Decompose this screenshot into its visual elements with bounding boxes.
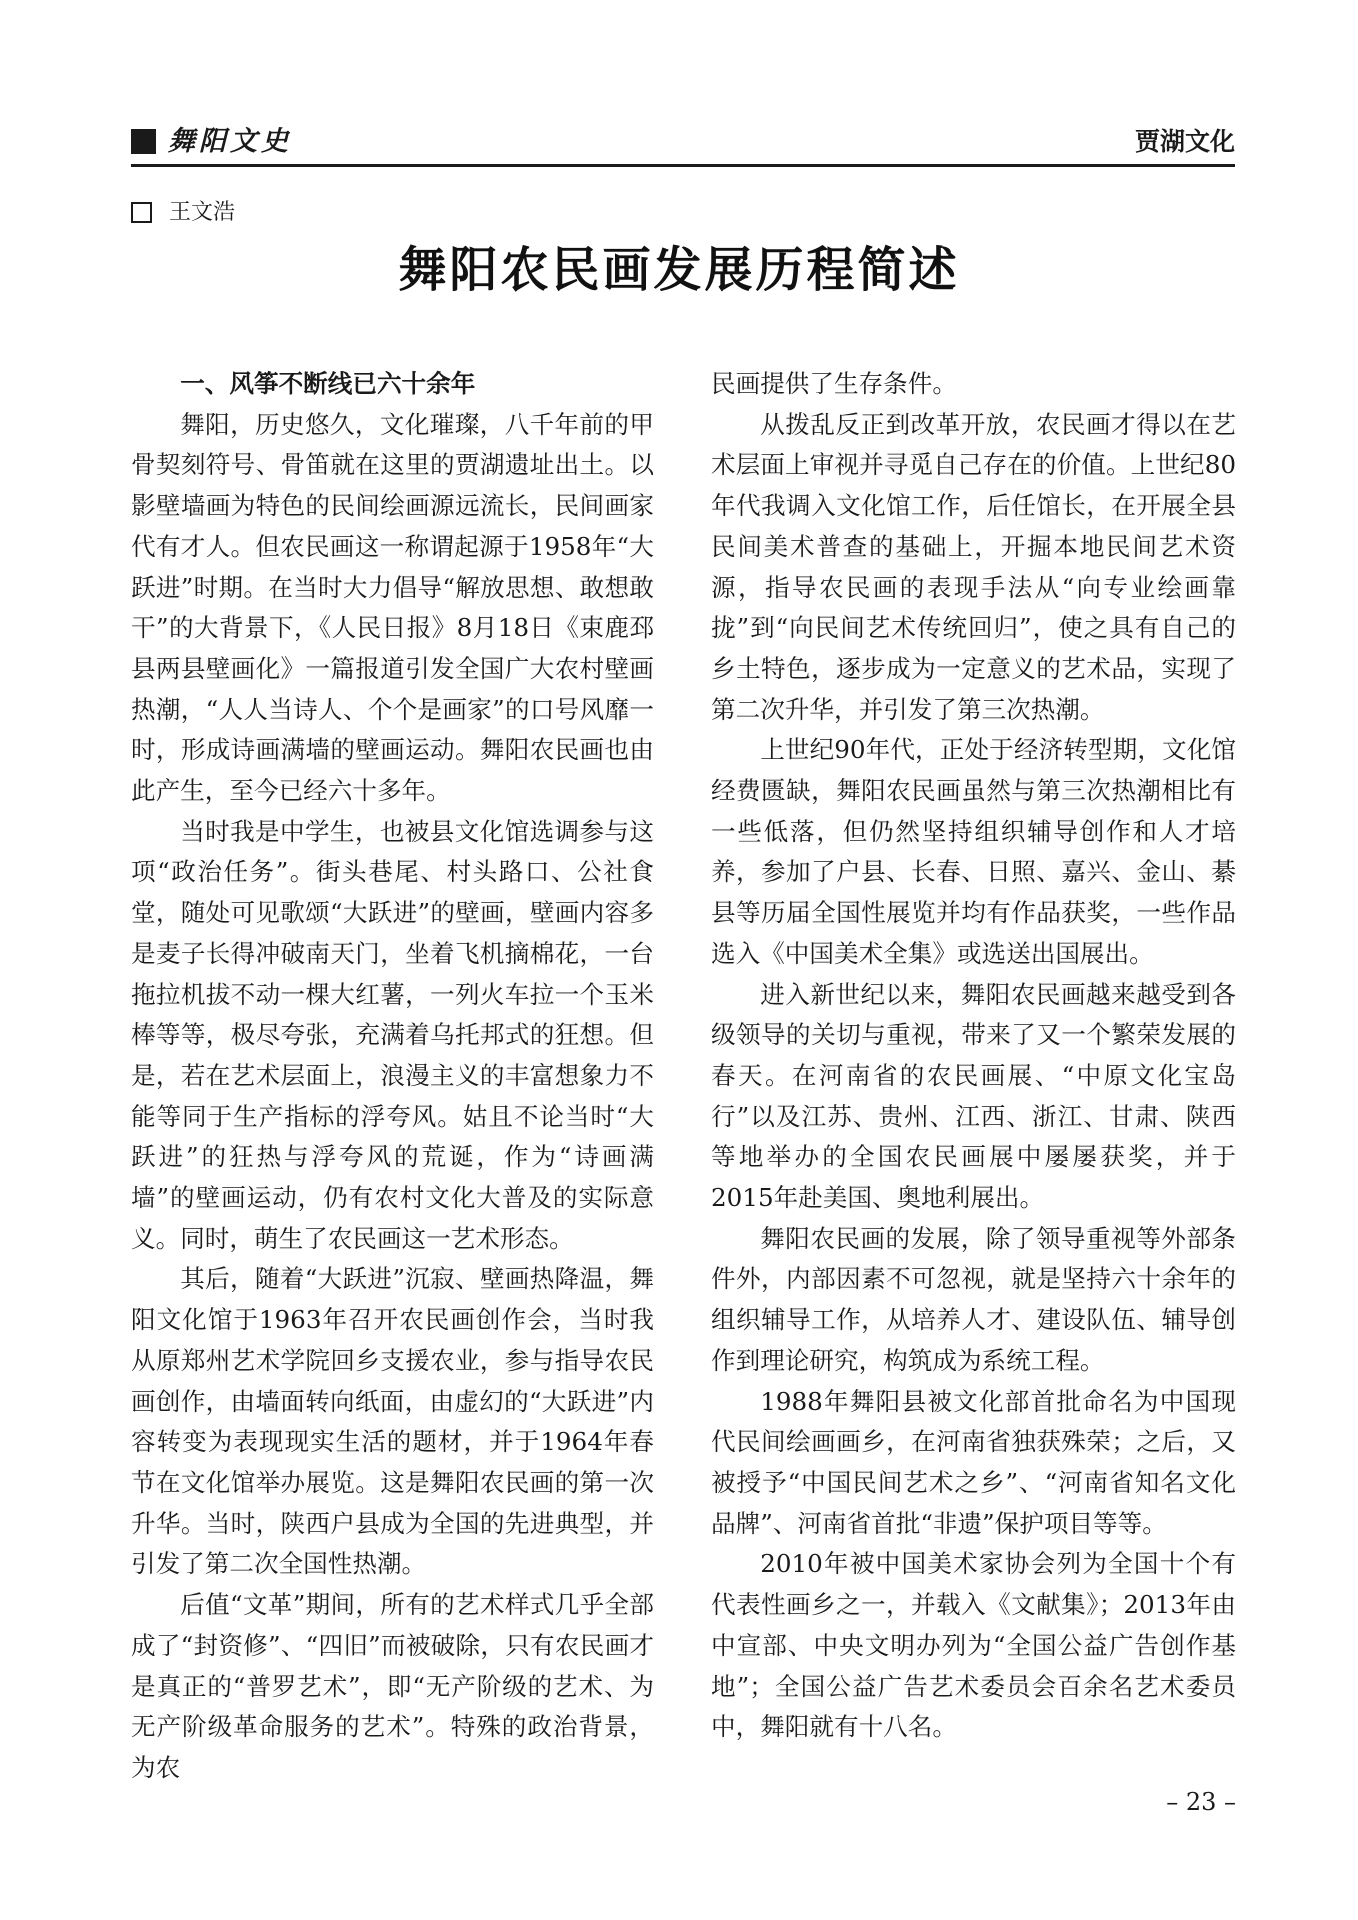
header-square-marker <box>131 129 156 154</box>
body-paragraph: 进入新世纪以来，舞阳农民画越来越受到各级领导的关切与重视，带来了又一个繁荣发展的春天。在河南省的农民画展、“中原文化宝岛行”以及江苏、贵州、江西、浙江、甘肃、陕西等地举办的全国农民画展中屡屡获奖，并于2015年赴美国、奥地利展出。 <box>711 979 1236 1213</box>
body-paragraph: 从拨乱反正到改革开放，农民画才得以在艺术层面上审视并寻觅自己存在的价值。上世纪80年代我调入文化馆工作，后任馆长，在开展全县民间美术普查的基础上，开掘本地民间艺术资源，指导农民画的表现手法从“向专业绘画靠拢”到“向民间艺术传统回归”，使之具有自己的乡土特色，逐步成为一定意义的艺术品，实现了第二次升华，并引发了第三次热潮。 <box>711 409 1236 724</box>
header-rule <box>131 164 1235 167</box>
body-paragraph: 其后，随着“大跃进”沉寂、壁画热降温，舞阳文化馆于1963年召开农民画创作会，当时我从原郑州艺术学院回乡支援农业，参与指导农民画创作，由墙面转向纸面，由虚幻的“大跃进”内容转变为表现现实生活的题材，并于1964年春节在文化馆举办展览。这是舞阳农民画的第一次升华。当时，陕西户县成为全国的先进典型，并引发了第二次全国性热潮。 <box>131 1264 654 1579</box>
right-column <box>711 364 1236 1748</box>
page-number: – 23 – <box>1166 1788 1236 1816</box>
continued-paragraph: 民画提供了生存条件。 <box>711 369 957 398</box>
body-paragraph: 舞阳农民画的发展，除了领导重视等外部条件外，内部因素不可忽视，就是坚持六十余年的组织辅导工作，从培养人才、建设队伍、辅导创作到理论研究，构筑成为系统工程。 <box>711 1223 1236 1375</box>
header-section-name: 贾湖文化 <box>1134 127 1235 156</box>
body-paragraph: 后值“文革”期间，所有的艺术样式几乎全部成了“封资修”、“四旧”而被破除，只有农民画才是真正的“普罗艺术”，即“无产阶级的艺术、为无产阶级革命服务的艺术”。特殊的政治背景，为农 <box>131 1590 654 1782</box>
section-heading: 一、风筝不断线已六十余年 <box>180 369 476 398</box>
body-paragraph: 1988年舞阳县被文化部首批命名为中国现代民间绘画画乡，在河南省独获殊荣；之后，又被授予“中国民间艺术之乡”、“河南省知名文化品牌”、河南省首批“非遗”保护项目等等。 <box>711 1386 1236 1538</box>
body-paragraph: 舞阳，历史悠久，文化璀璨，八千年前的甲骨契刻符号、骨笛就在这里的贾湖遗址出土。以影壁墙画为特色的民间绘画源远流长，民间画家代有才人。但农民画这一称谓起源于1958年“大跃进”时期。在当时大力倡导“解放思想、敢想敢干”的大背景下，《人民日报》8月18日《束鹿邳县两县壁画化》一篇报道引发全国广大农村壁画热潮，“人人当诗人、个个是画家”的口号风靡一时，形成诗画满墙的壁画运动。舞阳农民画也由此产生，至今已经六十多年。 <box>131 409 654 806</box>
body-paragraph: 上世纪90年代，正处于经济转型期，文化馆经费匮缺，舞阳农民画虽然与第三次热潮相比有一些低落，但仍然坚持组织辅导创作和人才培养，参加了户县、长春、日照、嘉兴、金山、綦县等历届全国性展览并均有作品获奖，一些作品选入《中国美术全集》或选送出国展出。 <box>711 735 1236 968</box>
header-column-name: 舞阳文史 <box>168 126 292 157</box>
left-column <box>131 364 654 1789</box>
body-paragraph: 当时我是中学生，也被县文化馆选调参与这项“政治任务”。街头巷尾、村头路口、公社食堂，随处可见歌颂“大跃进”的壁画，壁画内容多是麦子长得冲破南天门，坐着飞机摘棉花，一台拖拉机拔不动一棵大红薯，一列火车拉一个玉米棒等等，极尽夸张，充满着乌托邦式的狂想。但是，若在艺术层面上，浪漫主义的丰富想象力不能等同于生产指标的浮夸风。姑且不论当时“大跃进”的狂热与浮夸风的荒诞，作为“诗画满墙”的壁画运动，仍有农村文化大普及的实际意义。同时，萌生了农民画这一艺术形态。 <box>131 816 654 1253</box>
author-name: 王文浩 <box>169 200 236 225</box>
author-box-marker <box>131 202 152 223</box>
article-title: 舞阳农民画发展历程简述 <box>398 242 960 298</box>
body-paragraph: 2010年被中国美术家协会列为全国十个有代表性画乡之一，并载入《文献集》；2013年由中宣部、中央文明办列为“全国公益广告创作基地”；全国公益广告艺术委员会百余名艺术委员中，舞阳就有十八名。 <box>711 1549 1236 1742</box>
page-header <box>131 124 1235 164</box>
